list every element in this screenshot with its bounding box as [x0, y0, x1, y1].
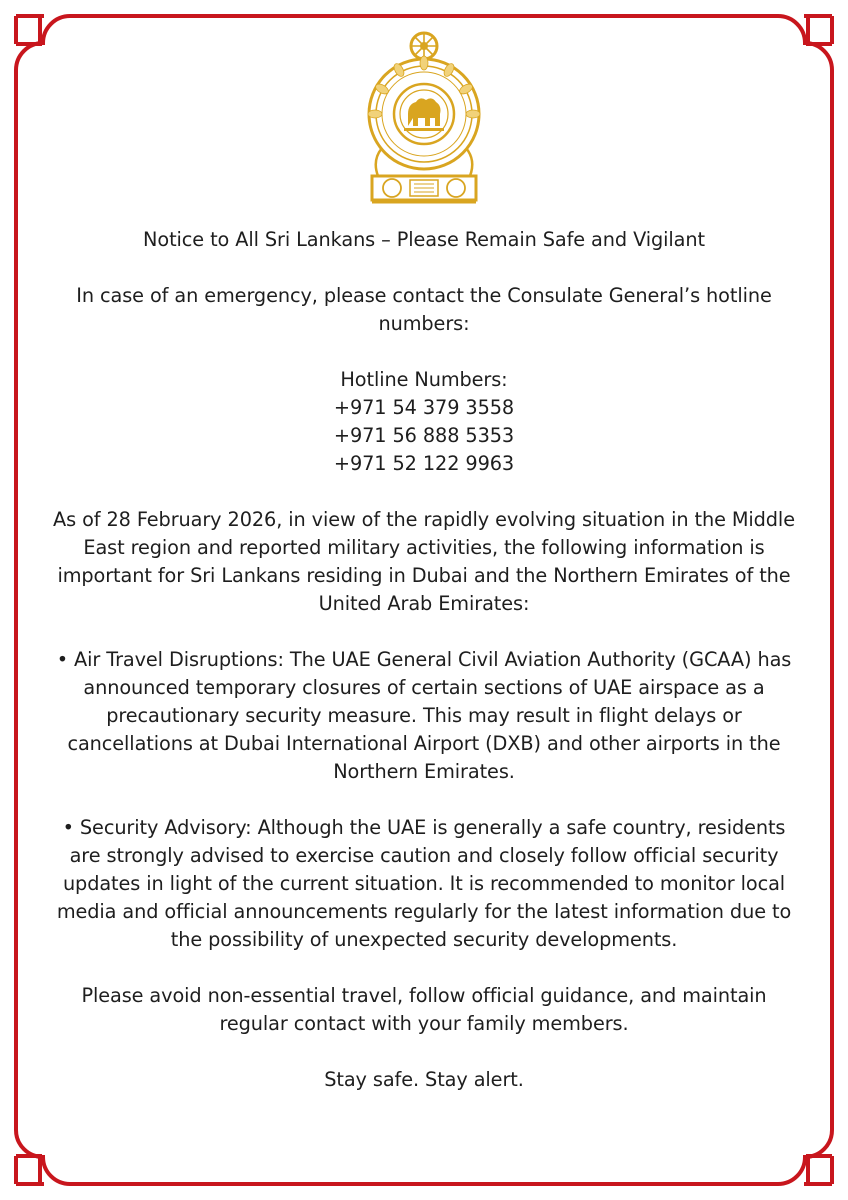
- corner-ornament-bottom-right: [778, 1130, 832, 1184]
- hotline-heading: Hotline Numbers:: [340, 368, 508, 391]
- emergency-contact-text: In case of an emergency, please contact the Consulate General’s hotline numbers:: [76, 284, 772, 335]
- corner-ornament-top-right: [778, 16, 832, 70]
- closing-message: Stay safe. Stay alert.: [324, 1068, 524, 1091]
- hotline-list: [50, 366, 798, 478]
- security-advisory: • Security Advisory: Although the UAE is generally a safe country, residents are strongly advised to exercise caution and closely follow official security updates in light of the current situation. It is recommended to monitor local media and official announcements regularly for the latest information due to the possibility of unexpected security developments.: [56, 816, 792, 951]
- travel-guidance: Please avoid non-essential travel, follow official guidance, and maintain regular contact with your family members.: [81, 984, 767, 1035]
- notice-title: Notice to All Sri Lankans – Please Remain Safe and Vigilant: [143, 228, 705, 251]
- hotline-number: +971 54 379 3558: [333, 396, 515, 419]
- context-paragraph: As of 28 February 2026, in view of the rapidly evolving situation in the Middle East region and reported military activities, the following information is important for Sri Lankans residing in Dubai and the Northern Emirates of the United Arab Emirates:: [53, 508, 795, 615]
- hotline-number: +971 56 888 5353: [333, 424, 515, 447]
- notice-body: [50, 226, 798, 1122]
- hotline-number: +971 52 122 9963: [333, 452, 515, 475]
- corner-ornament-top-left: [16, 16, 70, 70]
- sri-lanka-emblem-icon: [364, 30, 484, 206]
- air-travel-disruptions: • Air Travel Disruptions: The UAE General Civil Aviation Authority (GCAA) has announced temporary closures of certain sections of UAE airspace as a precautionary security measure. This may result in flight delays or cancellations at Dubai International Airport (DXB) and other airports in the Northern Emirates.: [56, 648, 792, 783]
- corner-ornament-bottom-left: [16, 1130, 70, 1184]
